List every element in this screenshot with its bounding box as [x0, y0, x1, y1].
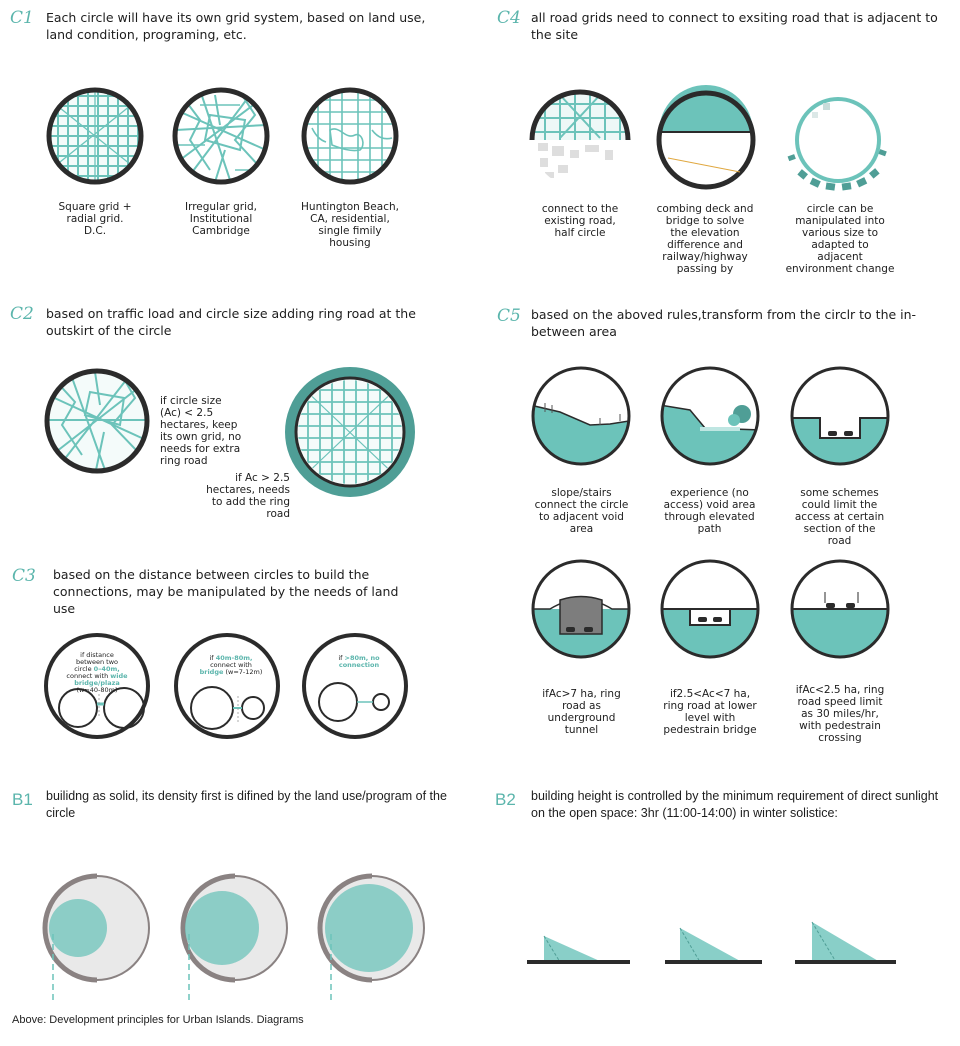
section-c2-id: C2 — [10, 304, 34, 324]
c3-d3-l2: connection — [338, 661, 380, 669]
section-b2-id: B2 — [495, 790, 516, 809]
c3-d1-l1: if distance — [80, 651, 114, 659]
section-b2-text: building height is controlled by the minimum requirement of direct sunlight on the open space: 3hr (11:00-14:00) in winter solistice: — [531, 789, 939, 820]
section-c5-id: C5 — [497, 306, 521, 326]
c3-d1-l2: between two — [75, 658, 118, 666]
figure-caption: Above: Development principles for Urban Islands. Diagrams — [12, 1014, 304, 1026]
section-c2-text: based on traffic load and circle size adding ring road at the outskirt of the circle — [46, 306, 416, 338]
c3-d2-l3: bridge — [199, 668, 224, 676]
c5-caption-4: ifAc>7 ha, ring road as underground tunnel — [542, 688, 621, 736]
section-c3-id: C3 — [12, 566, 36, 586]
c5-caption-5: if2.5<Ac<7 ha, ring road at lower level with pedestrain bridge — [663, 688, 757, 736]
sun-angle-diagram-3 — [795, 922, 896, 962]
c3-d2-l1b: 40m-80m, — [215, 654, 253, 662]
c1-caption-3: Huntington Beach, CA, residential, single fimily housing — [301, 201, 399, 249]
c5-caption-6: ifAc<2.5 ha, ring road speed limit as 30 miles/hr, with pedestrain crossing — [795, 684, 885, 744]
section-b1-id: B1 — [12, 790, 33, 809]
sun-angle-diagram-1 — [527, 936, 630, 962]
c3-d1-l4b: wide — [110, 672, 128, 680]
c5-caption-1: slope/stairs connect the circle to adjacent void area — [534, 487, 629, 535]
c3-d3-l1b: >80m, no — [344, 654, 380, 662]
sun-angle-diagram-2 — [665, 928, 762, 962]
c3-d3-l1: if — [338, 654, 343, 662]
c4-caption-2: combing deck and bridge to solve the elevation difference and railway/highway passing by — [656, 203, 754, 275]
c5-caption-3: some schemes could limit the access at certain section of the road — [794, 487, 885, 547]
c3-d1-l3b: 0–40m, — [93, 665, 120, 673]
c2-caption-small: if circle size (Ac) < 2.5 hectares, keep its own grid, no needs for extra ring road — [160, 395, 242, 467]
c3-d2-l3b: (w=7-12m) — [225, 668, 263, 676]
c3-d1-l5: bridge/plaza — [74, 679, 120, 687]
section-c5-text: based on the aboved rules,transform from the circlr to the in-between area — [531, 307, 917, 339]
c2-caption-large: if Ac > 2.5 hectares, needs to add the ring road — [206, 472, 290, 520]
section-c1-text: Each circle will have its own grid system, based on land use, land condition, programing, etc. — [46, 10, 426, 42]
section-c3-text: based on the distance between circles to build the connections, may be manipulated by the needs of land use — [53, 567, 399, 616]
c1-caption-1: Square grid + radial grid. D.C. — [58, 201, 132, 237]
section-c1-id: C1 — [10, 8, 34, 28]
c4-caption-1: connect to the existing road, half circle — [541, 203, 619, 239]
section-c4-text: all road grids need to connect to exsiting road that is adjacent to the site — [531, 10, 938, 42]
c4-caption-3: circle can be manipulated into various size to adapted to adjacent environment change — [785, 203, 895, 275]
c1-caption-2: Irregular grid, Institutional Cambridge — [184, 201, 257, 237]
c3-d2-l1: if — [209, 654, 214, 662]
section-c4-id: C4 — [497, 8, 521, 28]
c3-d1-l6: (w=40-80m) — [76, 686, 118, 694]
c3-d1-l3: circle — [74, 665, 92, 673]
c3-d1-l4: connect with — [66, 672, 109, 680]
c3-d2-l2: connect with — [210, 661, 252, 669]
section-b1-text: builidng as solid, its density first is difined by the land use/program of the circle — [46, 789, 447, 820]
c5-caption-2: experience (no access) void area through elevated path — [663, 487, 756, 535]
